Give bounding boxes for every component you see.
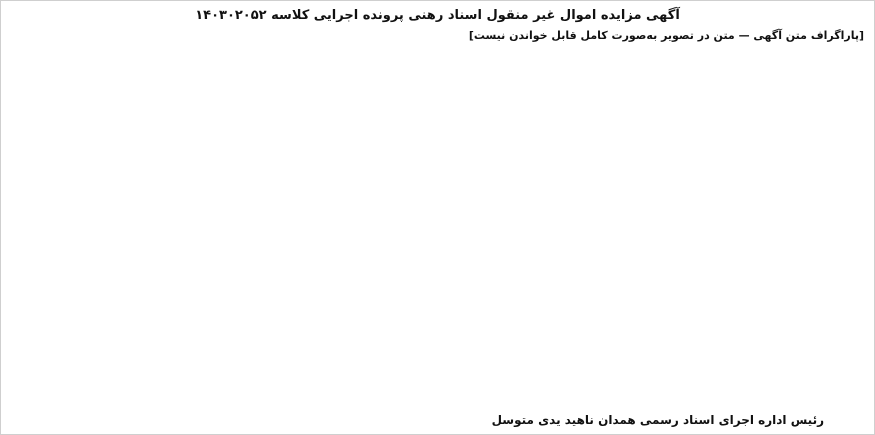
notice-signature: رئیس اداره اجرای اسناد رسمی همدان ناهید یدی متوسل — [491, 413, 824, 427]
notice-title: آگهی مزایده اموال غیر منقول اسناد رهنی پرونده اجرایی کلاسه ۱۴۰۳۰۲۰۵۲ — [195, 8, 680, 23]
notice-body — [11, 27, 864, 410]
notice-paragraph: [پاراگراف متن آگهی — متن در تصویر به‌صورت کامل قابل خواندن نیست] — [468, 29, 864, 42]
